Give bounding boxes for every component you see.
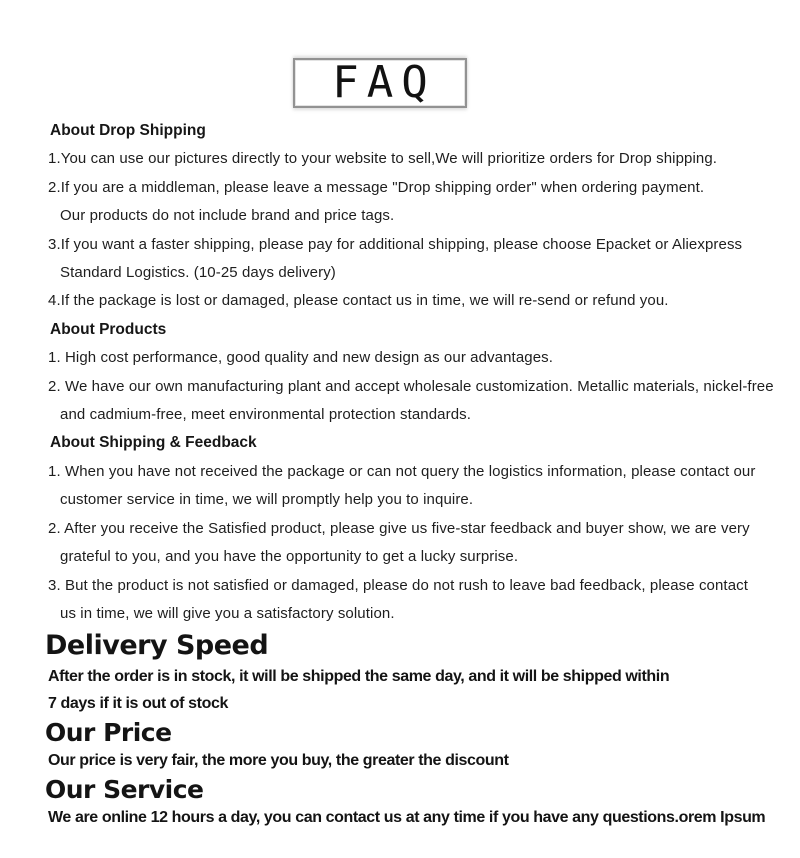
section-heading-our-price: Our Price: [45, 717, 172, 747]
faq-line: 3. But the product is not satisfied or damaged, please do not rush to leave bad feedback, please contact: [48, 576, 749, 594]
faq-page: [0, 58, 800, 831]
footer-line: After the order is in stock, it will be shipped the same day, and it will be shipped within: [48, 668, 670, 686]
faq-line: Our products do not include brand and price tags.: [60, 207, 395, 225]
faq-line: 1.You can use our pictures directly to your website to sell,We will prioritize orders for Drop shipping.: [48, 150, 718, 168]
section-heading-our-service: Our Service: [45, 774, 204, 804]
section-heading-drop-shipping: About Drop Shipping: [50, 122, 206, 139]
footer-line: 7 days if it is out of stock: [48, 694, 228, 712]
section-heading-shipping-feedback: About Shipping & Feedback: [50, 434, 257, 452]
faq-line: Standard Logistics. (10-25 days delivery): [60, 264, 336, 282]
faq-line: us in time, we will give you a satisfactory solution.: [60, 604, 395, 622]
faq-line: 4.If the package is lost or damaged, please contact us in time, we will re-send or refund you.: [48, 292, 669, 310]
faq-line: and cadmium-free, meet environmental protection standards.: [60, 406, 472, 424]
faq-line: 1. When you have not received the package or can not query the logistics information, please contact our: [48, 462, 756, 480]
faq-line: grateful to you, and you have the opportunity to get a lucky surprise.: [60, 548, 519, 566]
section-heading-delivery-speed: Delivery Speed: [45, 630, 269, 662]
faq-line: 2. After you receive the Satisfied product, please give us five-star feedback and buyer show, we are very: [48, 519, 750, 537]
footer-content: [0, 628, 800, 831]
section-heading-products: About Products: [50, 320, 167, 338]
faq-line: 3.If you want a faster shipping, please pay for additional shipping, please choose Epacket or Aliexpress: [48, 235, 743, 253]
faq-content: [0, 117, 800, 628]
faq-line: 2.If you are a middleman, please leave a message "Drop shipping order" when ordering payment.: [48, 178, 705, 196]
faq-line: 1. High cost performance, good quality and new design as our advantages.: [48, 349, 554, 367]
footer-line: Our price is very fair, the more you buy, the greater the discount: [48, 751, 509, 769]
faq-line: 2. We have our own manufacturing plant and accept wholesale customization. Metallic materials, nickel-free: [48, 377, 774, 395]
page-title: FAQ: [332, 57, 436, 108]
footer-line: We are online 12 hours a day, you can contact us at any time if you have any questions.orem Ipsum: [48, 808, 766, 826]
faq-line: customer service in time, we will promptly help you to inquire.: [60, 491, 474, 509]
faq-title-box: [293, 58, 467, 108]
